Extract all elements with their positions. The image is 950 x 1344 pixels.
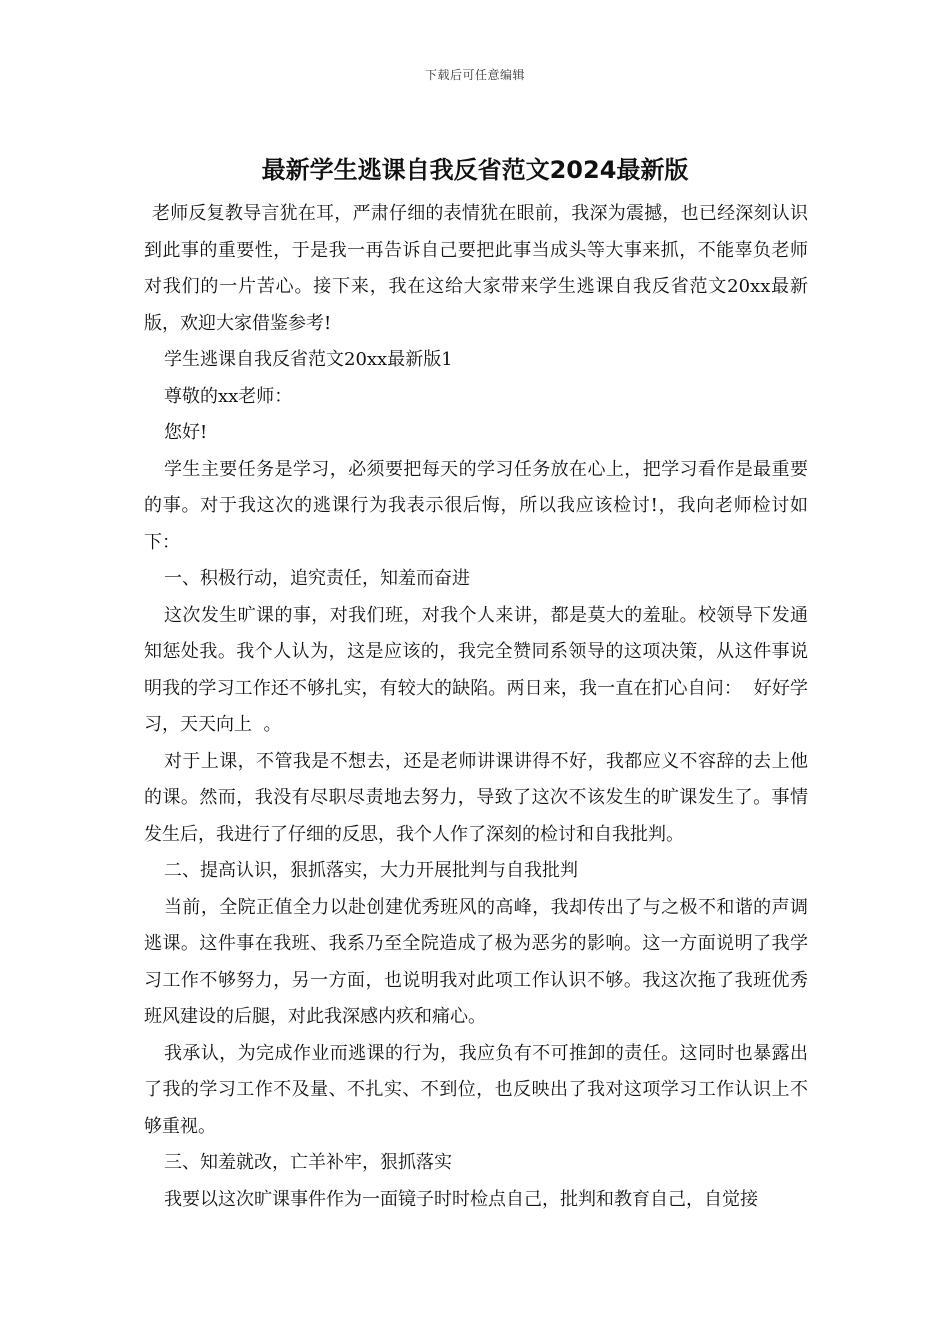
intro-paragraph: 老师反复教导言犹在耳，严肃仔细的表情犹在眼前，我深为震撼，也已经深刻认识到此事的重要性，于是我一再告诉自己要把此事当成头等大事来抓，不能辜负老师对我们的一片苦心。接下来，我在这给大家带来学生逃课自我反省范文20xx最新版，欢迎大家借鉴参考! [144,203,808,334]
section-heading-3: 三、知羞就改，亡羊补牢，狠抓落实 [164,1152,452,1173]
subtitle-line: 学生逃课自我反省范文20xx最新版1 [164,349,453,370]
body-paragraph: 我承认，为完成作业而逃课的行为，我应负有不可推卸的责任。这同时也暴露出了我的学习工作不及量、不扎实、不到位，也反映出了我对这项学习工作认识上不够重视。 [144,1042,808,1137]
body-paragraph: 对于上课，不管我是不想去，还是老师讲课讲得不好，我都应义不容辞的去上他的课。然而，我没有尽职尽责地去努力，导致了这次不该发生的旷课发生了。事情发生后，我进行了仔细的反思，我个人作了深刻的检讨和自我批判。 [144,750,808,845]
page-header-note: 下载后可任意编辑 [424,68,525,82]
section-heading-2: 二、提高认识，狠抓落实，大力开展批判与自我批判 [164,860,578,881]
document-title: 最新学生逃课自我反省范文2024最新版 [261,156,689,184]
salutation: 尊敬的xx老师： [164,385,293,407]
greeting: 您好! [164,422,208,443]
body-paragraph: 我要以这次旷课事件作为一面镜子时时检点自己，批判和教育自己，自觉接 [164,1188,758,1210]
body-paragraph: 学生主要任务是学习，必须要把每天的学习任务放在心上，把学习看作是最重要的事。对于我这次的逃课行为我表示很后悔，所以我应该检讨!，我向老师检讨如下： [144,458,808,553]
body-paragraph: 当前，全院正值全力以赴创建优秀班风的高峰，我却传出了与之极不和谐的声调 逃课。这件事在我班、我系乃至全院造成了极为恶劣的影响。这一方面说明了我学习工作不够努力，另一方面，也说明我对此项工作认识不够。我这次拖了我班优秀班风建设的后腿，对此我深感内疚和痛心。 [144,896,820,1027]
body-paragraph: 这次发生旷课的事，对我们班，对我个人来讲，都是莫大的羞耻。校领导下发通知惩处我。我个人认为，这是应该的，我完全赞同系领导的这项决策，从这件事说明我的学习工作还不够扎实，有较大的缺陷。两日来，我一直在扪心自问： 好好学习，天天向上 。 [144,604,808,735]
section-heading-1: 一、积极行动，追究责任，知羞而奋进 [164,568,470,589]
document-body [144,196,820,1218]
